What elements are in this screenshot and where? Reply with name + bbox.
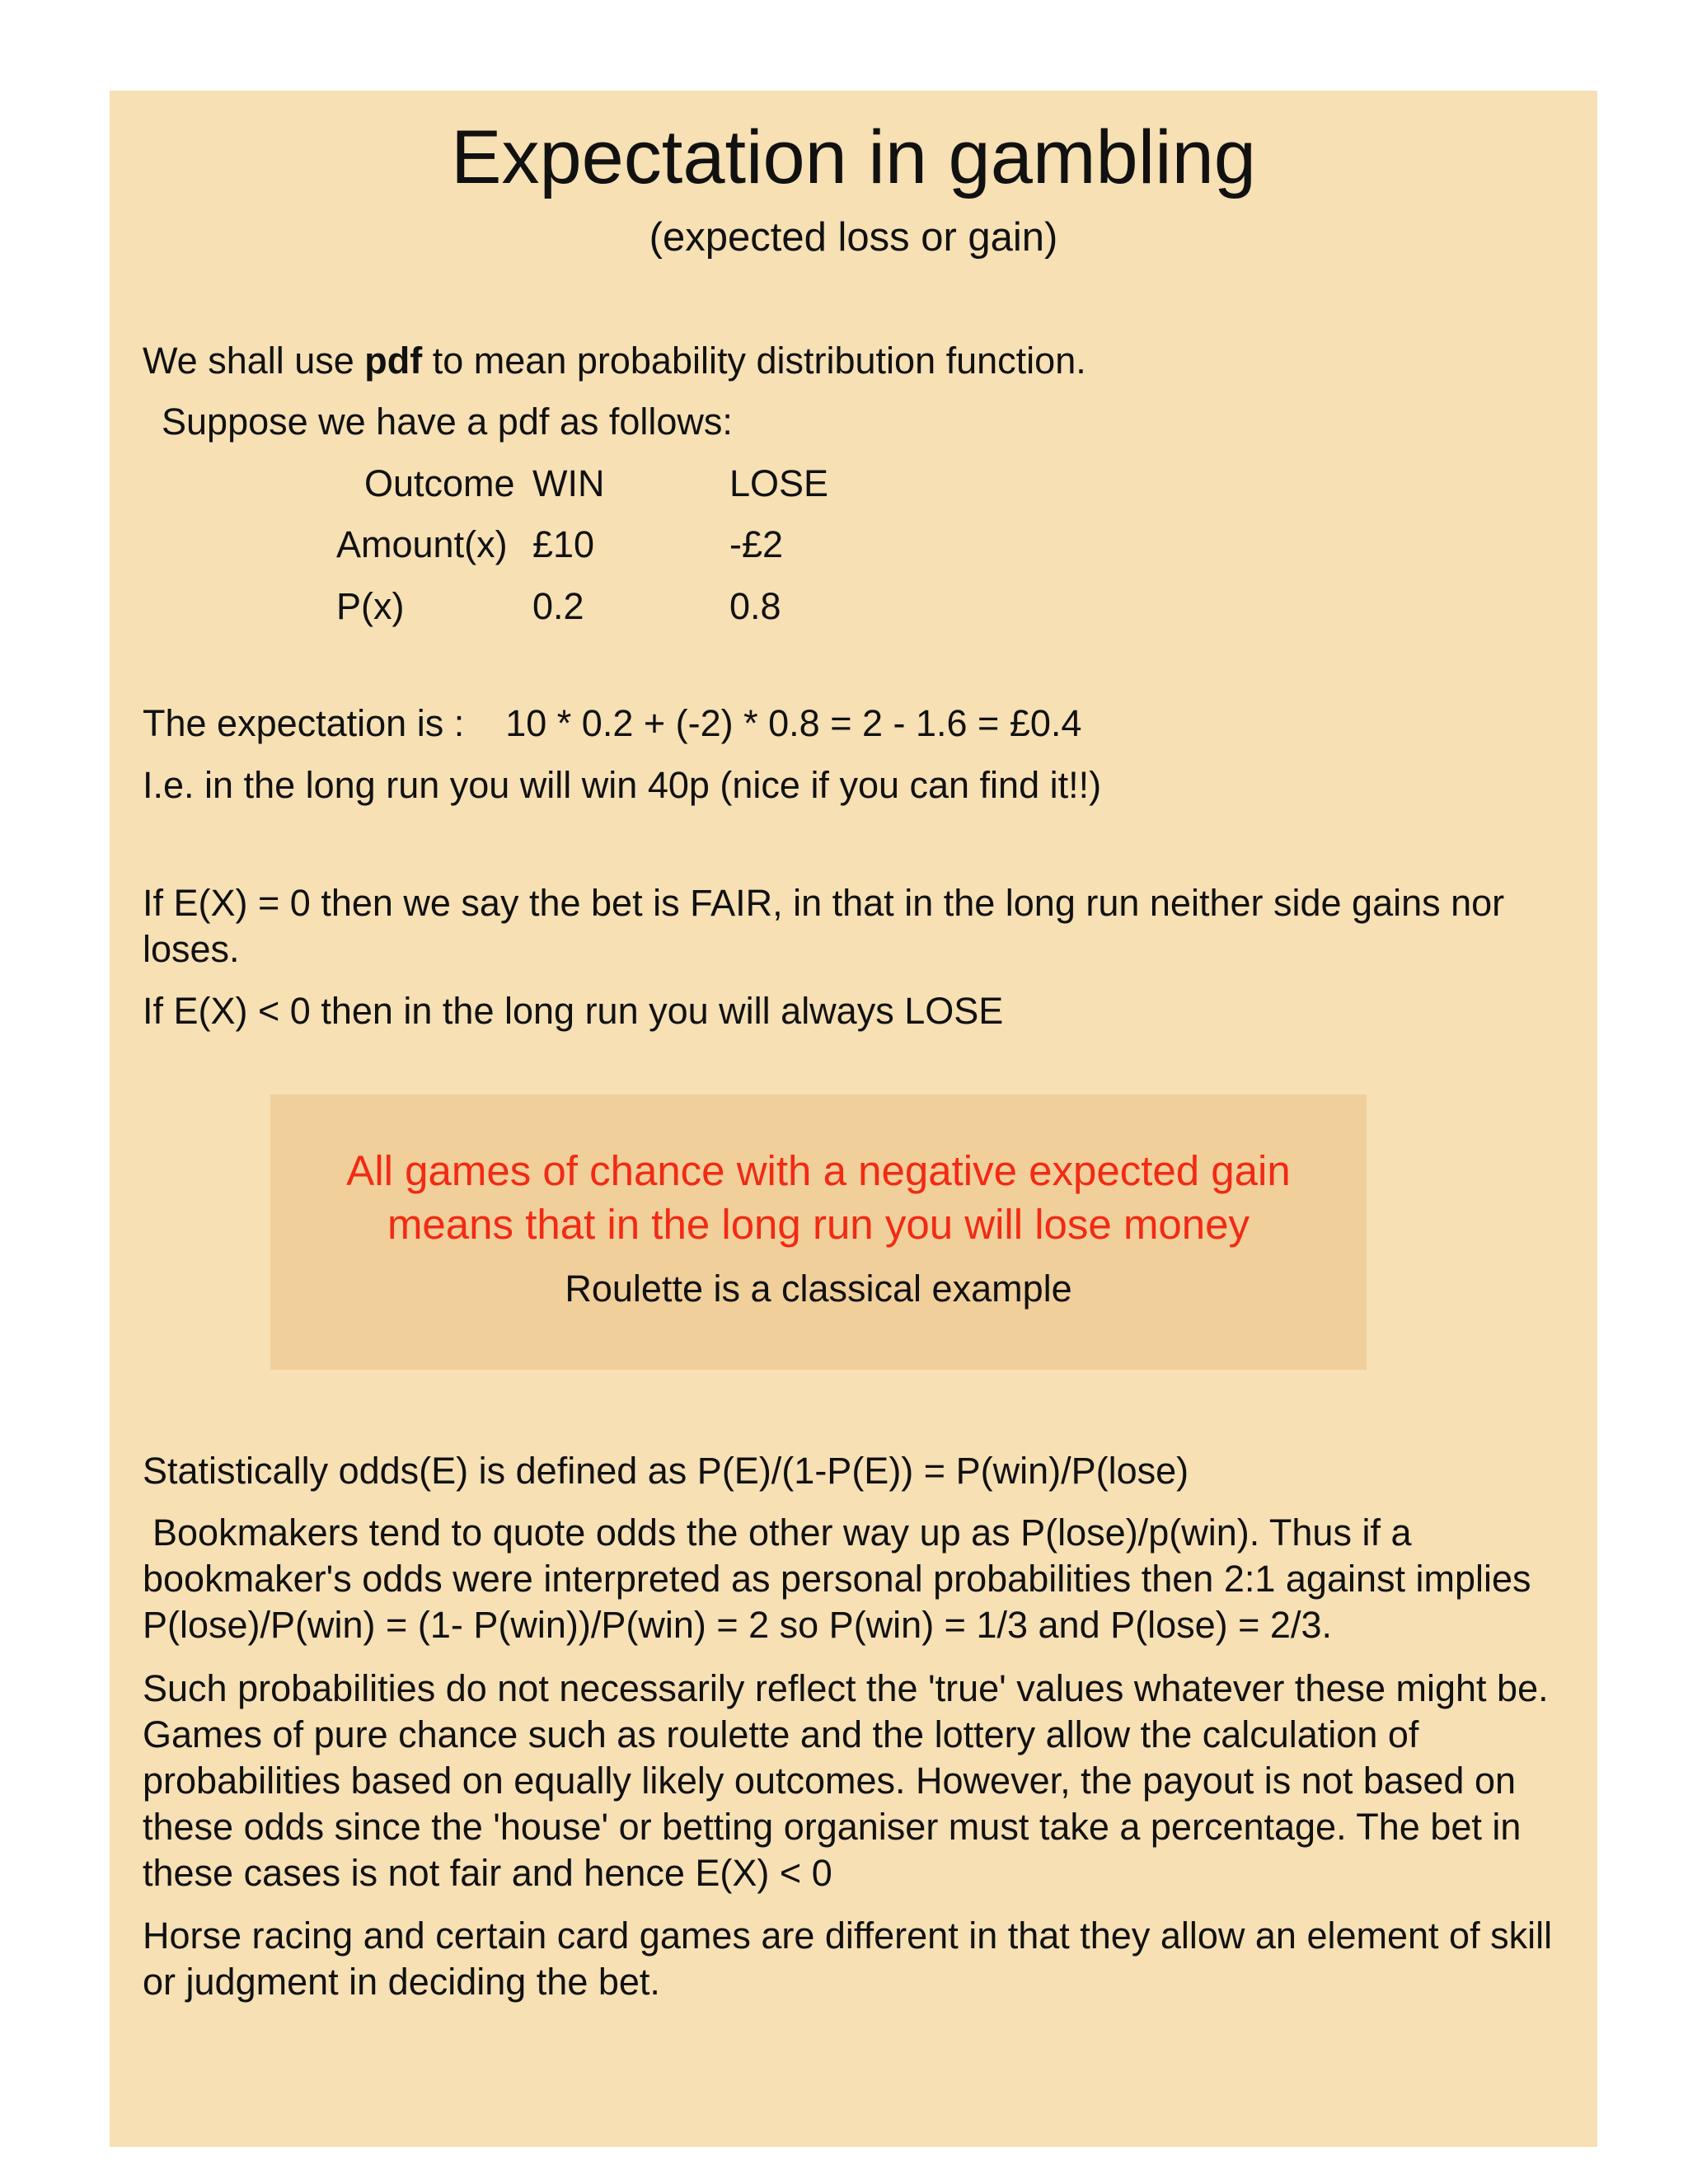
page-title: Expectation in gambling — [451, 115, 1256, 199]
intro-text-before: We shall use — [143, 340, 365, 382]
page-subtitle: (expected loss or gain) — [649, 215, 1058, 260]
intro-pdf-term: pdf — [364, 340, 423, 382]
intro-text-after: to mean probability distribution function. — [422, 340, 1086, 382]
intro-line-2: Suppose we have a pdf as follows: — [162, 401, 733, 443]
horse-racing-paragraph: Horse racing and certain card games are different in that they allow an element of skill or judgment in deciding the bet. — [143, 1915, 1553, 2003]
table-row-prob-win: 0.2 — [532, 585, 584, 627]
table-row-outcome-win: WIN — [532, 462, 605, 504]
odds-definition: Statistically odds(E) is defined as P(E)/(1-P(E)) = P(win)/P(lose) — [143, 1450, 1189, 1492]
callout-warning-line-1: All games of chance with a negative expected gain — [346, 1147, 1291, 1194]
expectation-label: The expectation is : — [143, 702, 465, 744]
table-row-outcome-label: Outcome — [364, 462, 515, 504]
expectation-formula: 10 * 0.2 + (-2) * 0.8 = 2 - 1.6 = £0.4 — [505, 702, 1082, 744]
bookmakers-paragraph: Bookmakers tend to quote odds the other way up as P(lose)/p(win). Thus if a bookmaker's odds were interpreted as personal probabilities then 2:1 against implies P(lose)/P(win) = (1- P(win))/P(win) = 2 so P(win) = 1/3 and P(lose) = 2/3. — [143, 1511, 1531, 1646]
table-row-amount-label: Amount(x) — [336, 523, 508, 565]
lose-statement: If E(X) < 0 then in the long run you will always LOSE — [143, 990, 1004, 1032]
callout-example: Roulette is a classical example — [565, 1268, 1072, 1310]
table-row-prob-lose: 0.8 — [729, 585, 781, 627]
table-row-prob-label: P(x) — [336, 585, 405, 627]
intro-line-1 — [143, 338, 1086, 384]
table-row-amount-lose: -£2 — [729, 523, 784, 565]
true-values-paragraph: Such probabilities do not necessarily reflect the 'true' values whatever these might be. Games of pure chance such as roulette and the lottery allow the calculation of probabilities based on equally likely outcomes. However, the payout is not based on these odds since the 'house' or betting organiser must take a percentage. The bet in these cases is not fair and hence E(X) < 0 — [143, 1667, 1549, 1894]
callout-warning — [270, 1144, 1367, 1251]
callout-box — [270, 1094, 1367, 1370]
expectation-note: I.e. in the long run you will win 40p (nice if you can find it!!) — [143, 764, 1102, 806]
fair-bet-paragraph: If E(X) = 0 then we say the bet is FAIR, in that in the long run neither side gains nor loses. — [143, 882, 1505, 970]
table-row-outcome-lose: LOSE — [729, 462, 829, 504]
slide-page — [110, 91, 1597, 2147]
callout-warning-line-2: means that in the long run you will lose money — [387, 1201, 1250, 1248]
table-row-amount-win: £10 — [532, 523, 595, 565]
expectation-line — [143, 701, 1081, 747]
